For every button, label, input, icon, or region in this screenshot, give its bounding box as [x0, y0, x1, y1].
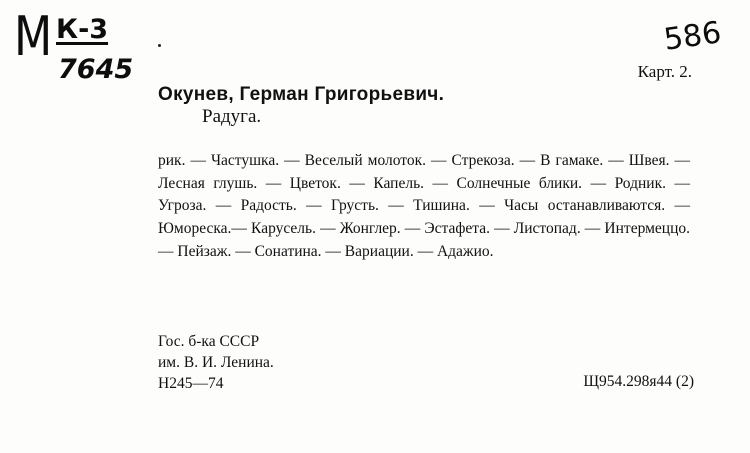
author-heading: Окунев, Герман Григорьевич. [158, 84, 445, 105]
handwritten-shelf-code: К-3 [56, 14, 109, 45]
handwritten-corner-mark: 586 [661, 15, 724, 58]
card-number-label: Карт. 2. [637, 62, 692, 81]
library-line-2: им. В. И. Ленина. [158, 354, 274, 371]
handwritten-shelf-number: 7645 [58, 54, 134, 85]
classification-code: Щ954.298я44 (2) [583, 373, 694, 390]
library-imprint [158, 331, 274, 394]
contents-list: рик. — Частушка. — Веселый молоток. — Стрекоза. — В гамаке. — Швея. — Лесная глушь. — Цветок. — Капель. — Солнечные блики. — Родник. — Угроза. — Радость. — Грусть. — Тишина. — Часы останавливаются. — Юмореска.— Карусель. — Жонглер. — Эстафета. — Листопад. — Интермеццо. — Пейзаж. — Сонатина. — Вариации. — Адажио. [158, 152, 690, 260]
ink-dot [158, 44, 161, 47]
handwritten-letter: М [14, 5, 52, 68]
work-title: Радуга. [202, 106, 262, 127]
library-line-1: Гос. б-ка СССР [158, 333, 260, 350]
library-line-3: Н245—74 [158, 375, 224, 392]
